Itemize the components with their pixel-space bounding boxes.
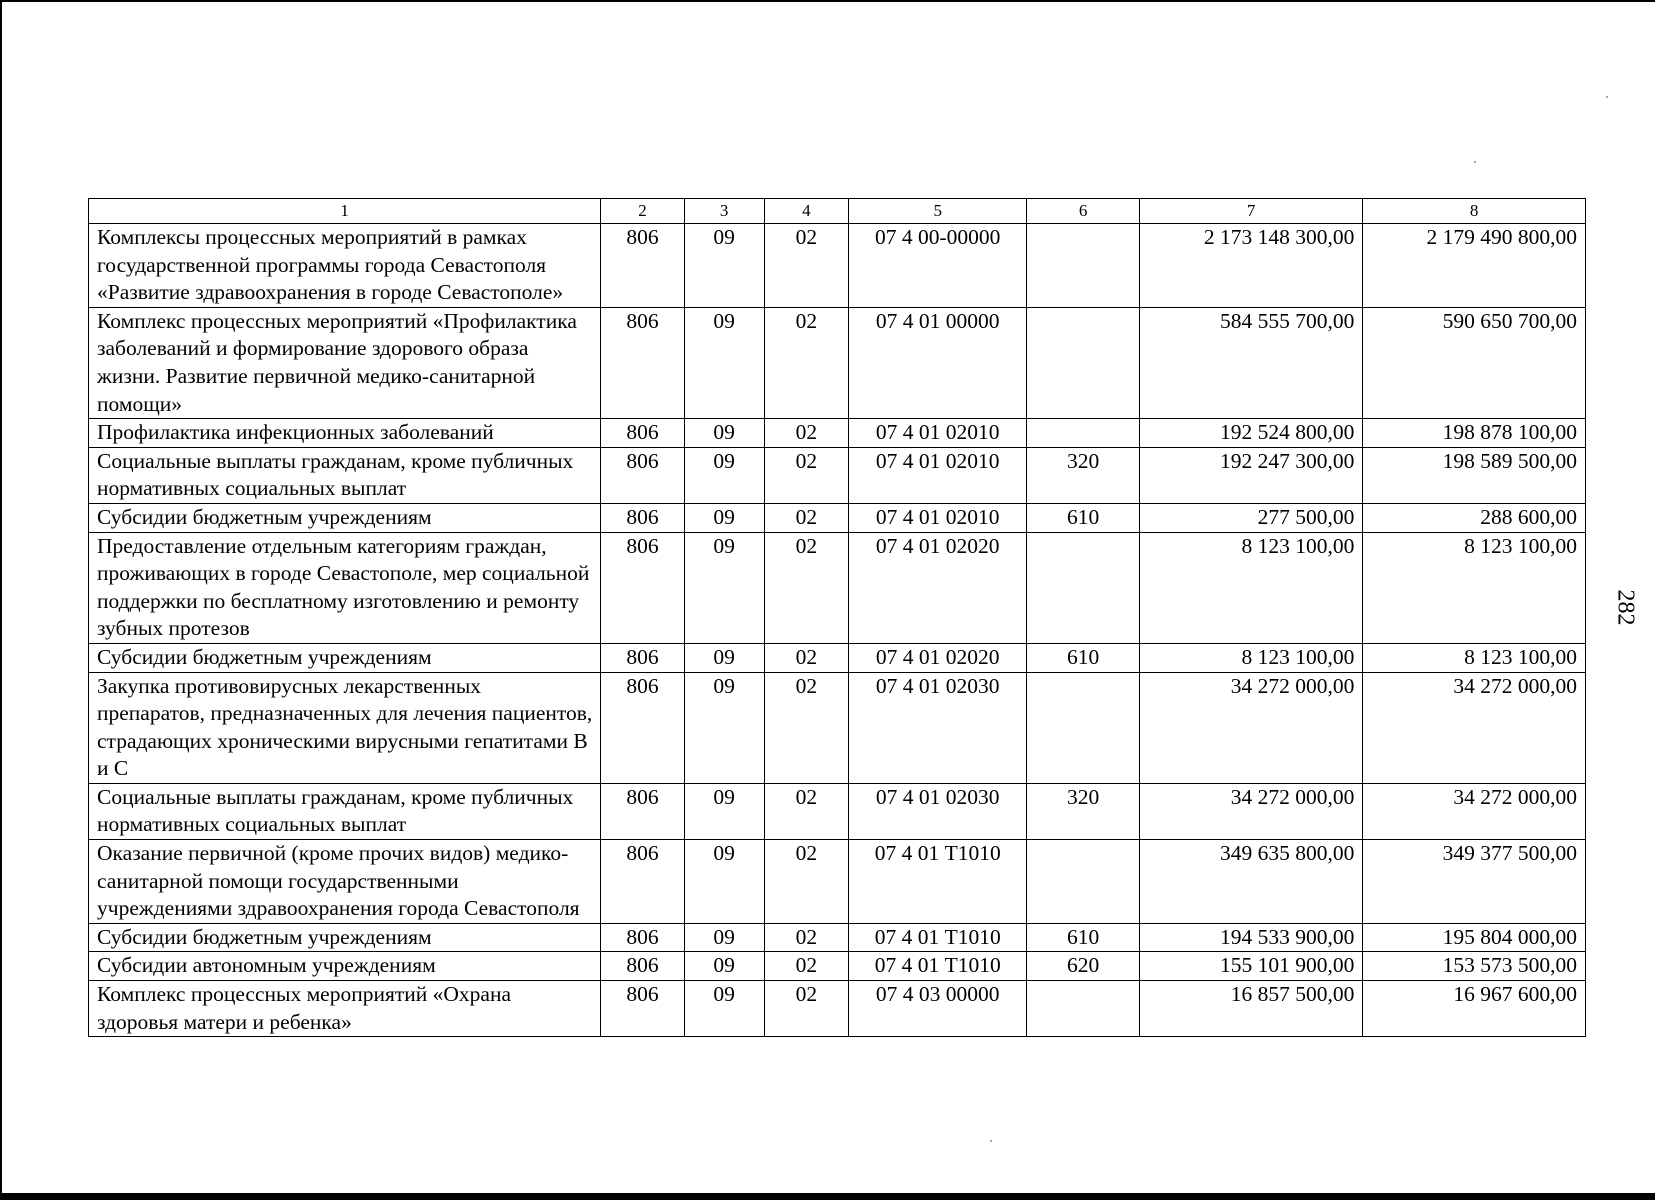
table-row — [89, 224, 1586, 308]
cell-col-5: 07 4 01 02010 — [849, 503, 1027, 532]
cell-col-8: 198 878 100,00 — [1363, 419, 1586, 448]
table-row — [89, 307, 1586, 418]
cell-col-6 — [1027, 307, 1139, 418]
cell-col-5: 07 4 03 00000 — [849, 981, 1027, 1037]
table-row — [89, 532, 1586, 643]
scan-border-bottom — [0, 1193, 1655, 1200]
cell-col-5: 07 4 01 00000 — [849, 307, 1027, 418]
scan-border-left — [0, 0, 2, 1200]
column-header: 8 — [1363, 199, 1586, 224]
cell-col-3: 09 — [684, 447, 764, 503]
cell-col-8: 590 650 700,00 — [1363, 307, 1586, 418]
table-row — [89, 952, 1586, 981]
cell-col-8: 195 804 000,00 — [1363, 923, 1586, 952]
cell-col-2: 806 — [601, 923, 684, 952]
table-row — [89, 981, 1586, 1037]
cell-col-3: 09 — [684, 952, 764, 981]
cell-col-4: 02 — [764, 532, 848, 643]
cell-col-2: 806 — [601, 952, 684, 981]
cell-col-4: 02 — [764, 952, 848, 981]
cell-col-7: 584 555 700,00 — [1139, 307, 1363, 418]
cell-col-7: 192 524 800,00 — [1139, 419, 1363, 448]
cell-col-3: 09 — [684, 503, 764, 532]
cell-col-4: 02 — [764, 643, 848, 672]
cell-col-5: 07 4 01 02010 — [849, 447, 1027, 503]
cell-col-2: 806 — [601, 672, 684, 783]
cell-col-5: 07 4 00-00000 — [849, 224, 1027, 308]
cell-name: Закупка противовирусных лекарственных препаратов, предназначенных для лечения пациентов, страдающих хроническими вирусными гепатитами В и С — [89, 672, 601, 783]
cell-col-8: 288 600,00 — [1363, 503, 1586, 532]
header-row — [89, 199, 1586, 224]
cell-col-7: 192 247 300,00 — [1139, 447, 1363, 503]
cell-col-8: 16 967 600,00 — [1363, 981, 1586, 1037]
cell-col-6: 610 — [1027, 923, 1139, 952]
cell-col-3: 09 — [684, 419, 764, 448]
cell-name: Субсидии бюджетным учреждениям — [89, 643, 601, 672]
cell-name: Предоставление отдельным категориям граждан, проживающих в городе Севастополе, мер социальной поддержки по бесплатному изготовлению и ремонту зубных протезов — [89, 532, 601, 643]
cell-col-5: 07 4 01 02030 — [849, 672, 1027, 783]
cell-col-6: 320 — [1027, 447, 1139, 503]
cell-col-8: 8 123 100,00 — [1363, 532, 1586, 643]
cell-name: Оказание первичной (кроме прочих видов) медико-санитарной помощи государственными учреждениями здравоохранения города Севастополя — [89, 840, 601, 924]
cell-col-5: 07 4 01 02010 — [849, 419, 1027, 448]
table-row — [89, 840, 1586, 924]
cell-col-2: 806 — [601, 419, 684, 448]
cell-col-4: 02 — [764, 783, 848, 839]
cell-col-2: 806 — [601, 840, 684, 924]
cell-col-5: 07 4 01 02020 — [849, 532, 1027, 643]
cell-col-3: 09 — [684, 783, 764, 839]
cell-col-7: 2 173 148 300,00 — [1139, 224, 1363, 308]
cell-col-4: 02 — [764, 447, 848, 503]
column-header: 7 — [1139, 199, 1363, 224]
table-row — [89, 783, 1586, 839]
cell-col-3: 09 — [684, 672, 764, 783]
column-header: 1 — [89, 199, 601, 224]
table-row — [89, 419, 1586, 448]
cell-col-7: 349 635 800,00 — [1139, 840, 1363, 924]
cell-col-3: 09 — [684, 840, 764, 924]
table-body — [89, 199, 1586, 1037]
cell-col-4: 02 — [764, 923, 848, 952]
cell-name: Субсидии автономным учреждениям — [89, 952, 601, 981]
cell-col-4: 02 — [764, 503, 848, 532]
budget-table — [88, 198, 1586, 1037]
column-header: 4 — [764, 199, 848, 224]
cell-col-8: 34 272 000,00 — [1363, 672, 1586, 783]
cell-col-8: 198 589 500,00 — [1363, 447, 1586, 503]
scan-speck — [1474, 161, 1476, 163]
cell-col-6 — [1027, 840, 1139, 924]
cell-col-7: 34 272 000,00 — [1139, 783, 1363, 839]
cell-col-5: 07 4 01 02020 — [849, 643, 1027, 672]
cell-col-6 — [1027, 981, 1139, 1037]
cell-col-2: 806 — [601, 783, 684, 839]
cell-col-6: 610 — [1027, 643, 1139, 672]
cell-col-7: 277 500,00 — [1139, 503, 1363, 532]
cell-col-5: 07 4 01 Т1010 — [849, 952, 1027, 981]
cell-col-2: 806 — [601, 981, 684, 1037]
scan-speck — [1606, 96, 1608, 98]
cell-col-8: 2 179 490 800,00 — [1363, 224, 1586, 308]
table-row — [89, 503, 1586, 532]
cell-col-3: 09 — [684, 643, 764, 672]
table-row — [89, 643, 1586, 672]
cell-col-6: 610 — [1027, 503, 1139, 532]
cell-col-2: 806 — [601, 447, 684, 503]
cell-col-2: 806 — [601, 307, 684, 418]
cell-col-5: 07 4 01 Т1010 — [849, 923, 1027, 952]
column-header: 2 — [601, 199, 684, 224]
scan-border-top — [0, 0, 1655, 2]
cell-col-6 — [1027, 419, 1139, 448]
cell-col-7: 8 123 100,00 — [1139, 532, 1363, 643]
column-header: 5 — [849, 199, 1027, 224]
cell-name: Социальные выплаты гражданам, кроме публичных нормативных социальных выплат — [89, 447, 601, 503]
cell-name: Профилактика инфекционных заболеваний — [89, 419, 601, 448]
cell-col-3: 09 — [684, 532, 764, 643]
cell-name: Субсидии бюджетным учреждениям — [89, 503, 601, 532]
cell-col-4: 02 — [764, 224, 848, 308]
cell-col-8: 153 573 500,00 — [1363, 952, 1586, 981]
cell-col-4: 02 — [764, 307, 848, 418]
cell-col-7: 194 533 900,00 — [1139, 923, 1363, 952]
cell-col-6 — [1027, 532, 1139, 643]
cell-col-2: 806 — [601, 503, 684, 532]
cell-col-7: 8 123 100,00 — [1139, 643, 1363, 672]
cell-col-6: 620 — [1027, 952, 1139, 981]
table-row — [89, 923, 1586, 952]
cell-col-5: 07 4 01 02030 — [849, 783, 1027, 839]
cell-col-4: 02 — [764, 419, 848, 448]
cell-name: Комплексы процессных мероприятий в рамках государственной программы города Севастополя «Развитие здравоохранения в городе Севастополе» — [89, 224, 601, 308]
scan-speck — [990, 1140, 992, 1142]
column-header: 6 — [1027, 199, 1139, 224]
cell-col-4: 02 — [764, 672, 848, 783]
cell-col-8: 349 377 500,00 — [1363, 840, 1586, 924]
cell-col-3: 09 — [684, 224, 764, 308]
cell-col-6: 320 — [1027, 783, 1139, 839]
cell-col-7: 34 272 000,00 — [1139, 672, 1363, 783]
cell-col-2: 806 — [601, 532, 684, 643]
column-header: 3 — [684, 199, 764, 224]
cell-col-3: 09 — [684, 307, 764, 418]
cell-col-3: 09 — [684, 923, 764, 952]
cell-name: Комплекс процессных мероприятий «Профилактика заболеваний и формирование здорового образа жизни. Развитие первичной медико-санитарной помощи» — [89, 307, 601, 418]
cell-col-6 — [1027, 672, 1139, 783]
cell-name: Комплекс процессных мероприятий «Охрана здоровья матери и ребенка» — [89, 981, 601, 1037]
cell-col-7: 16 857 500,00 — [1139, 981, 1363, 1037]
cell-col-2: 806 — [601, 224, 684, 308]
cell-col-8: 34 272 000,00 — [1363, 783, 1586, 839]
cell-col-6 — [1027, 224, 1139, 308]
cell-col-4: 02 — [764, 840, 848, 924]
cell-col-5: 07 4 01 Т1010 — [849, 840, 1027, 924]
page-number: 282 — [1612, 589, 1639, 626]
table-row — [89, 672, 1586, 783]
cell-col-7: 155 101 900,00 — [1139, 952, 1363, 981]
cell-col-2: 806 — [601, 643, 684, 672]
cell-col-4: 02 — [764, 981, 848, 1037]
cell-col-3: 09 — [684, 981, 764, 1037]
cell-col-8: 8 123 100,00 — [1363, 643, 1586, 672]
cell-name: Социальные выплаты гражданам, кроме публичных нормативных социальных выплат — [89, 783, 601, 839]
cell-name: Субсидии бюджетным учреждениям — [89, 923, 601, 952]
table-row — [89, 447, 1586, 503]
